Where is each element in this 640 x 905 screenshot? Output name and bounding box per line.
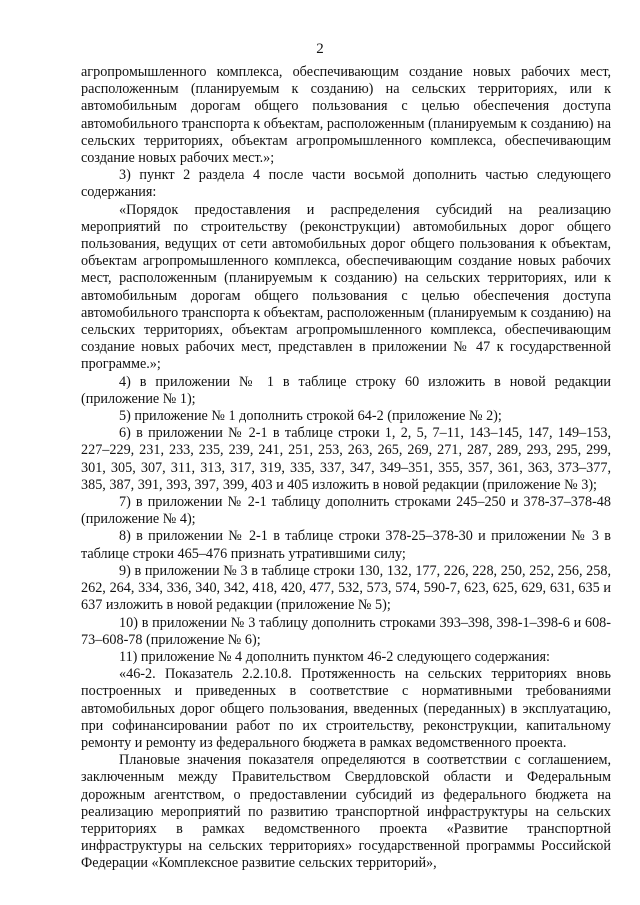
paragraph-item-6: 6) в приложении № 2-1 в таблице строки 1, 2, 5, 7–11, 143–145, 147, 149–153, 227–229, 231, 233, 235, 239, 241, 251, 253, 263, 265, 269, 271, 287, 289, 293, 295, 299, 301, 305, 307, 311, 313, 317, 319, 335, 337, 347, 349–351, 355, 357, 361, 363, 373–377, 385, 387, 391, 393, 397, 399, 403 и 405 изложить в новой редакции (приложение № 3); — [81, 425, 611, 493]
paragraph-continuation: агропромышленного комплекса, обеспечивающим создание новых рабочих мест, расположенным (планируемым к созданию) на сельских территориях, или к автомобильным дорогам общего пользования с целью обеспечения доступа автомобильного транспорта к объектам, расположенным (планируемым к созданию) на сельских территориях, объектам агропромышленного комплекса, обеспечивающим создание новых рабочих мест.»; — [81, 64, 611, 167]
page-number: 2 — [316, 41, 324, 57]
document-body — [81, 64, 611, 873]
paragraph-quote-indicator: «46-2. Показатель 2.2.10.8. Протяженность на сельских территориях вновь построенных и приведенных в соответствие с нормативными требованиями автомобильных дорог общего пользования, введенных (переданных) в эксплуатацию, при софинансировании работ по их строительству, реконструкции, капитальному ремонту и ремонту из федерального бюджета в рамках ведомственного проекта. — [81, 666, 611, 751]
paragraph-item-4: 4) в приложении № 1 в таблице строку 60 изложить в новой редакции (приложение № 1); — [81, 373, 611, 407]
paragraph-item-11: 11) приложение № 4 дополнить пунктом 46-2 следующего содержания: — [119, 648, 550, 665]
paragraph-item-7: 7) в приложении № 2-1 таблицу дополнить строками 245–250 и 378-37–378-48 (приложение № 4); — [81, 494, 611, 528]
paragraph-quote-procedure: «Порядок предоставления и распределения субсидий на реализацию мероприятий по строительству (реконструкции) автомобильных дорог общего пользования, ведущих от сети автомобильных дорог общего пользования к объектам, объектам агропромышленного комплекса, обеспечивающим создание новых рабочих мест, расположенным (планируемым к созданию) на сельских территориях, или к автомобильным дорогам общего пользования с целью обеспечения доступа автомобильного транспорта к объектам, расположенным (планируемым к созданию) на сельских территориях, объектам агропромышленного комплекса, обеспечивающим создание новых рабочих мест, представлен в приложении № 47 к государственной программе.»; — [81, 201, 611, 373]
paragraph-item-9: 9) в приложении № 3 в таблице строки 130, 132, 177, 226, 228, 250, 252, 256, 258, 262, 264, 334, 336, 340, 342, 418, 420, 477, 532, 573, 574, 590-7, 623, 625, 629, 631, 635 и 637 изложить в новой редакции (приложение № 5); — [81, 562, 611, 614]
paragraph-item-3: 3) пункт 2 раздела 4 после части восьмой дополнить частью следующего содержания: — [81, 167, 611, 201]
paragraph-item-5: 5) приложение № 1 дополнить строкой 64-2 (приложение № 2); — [119, 408, 502, 425]
paragraph-item-10: 10) в приложении № 3 таблицу дополнить строками 393–398, 398-1–398-6 и 608-73–608-78 (приложение № 6); — [81, 614, 611, 648]
paragraph-item-8: 8) в приложении № 2-1 в таблице строки 378-25–378-30 и приложении № 3 в таблице строки 465–476 признать утратившими силу; — [81, 528, 611, 562]
paragraph-planned-values: Плановые значения показателя определяются в соответствии с соглашением, заключенным между Правительством Свердловской области и Федеральным дорожным агентством, о предоставлении субсидий из федерального бюджета на реализацию мероприятий по развитию транспортной инфраструктуры на сельских территориях в рамках ведомственного проекта «Развитие транспортной инфраструктуры на сельских территориях» государственной программы Российской Федерации «Комплексное развитие сельских территорий», — [81, 752, 611, 872]
